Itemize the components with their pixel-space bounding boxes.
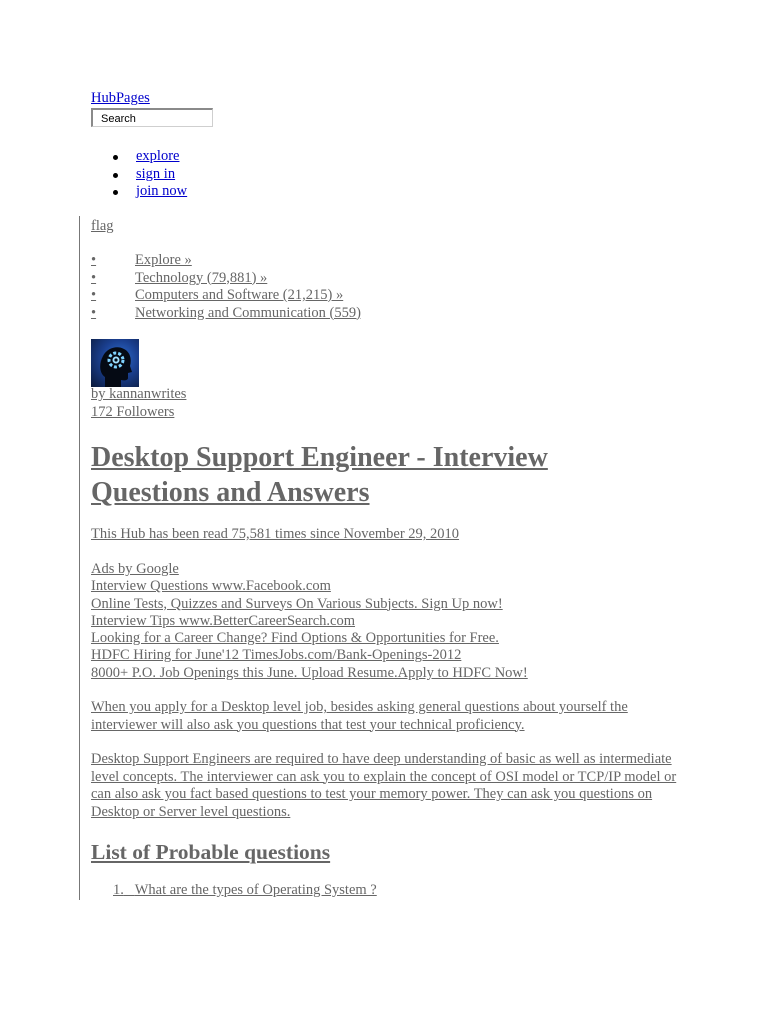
read-count: This Hub has been read 75,581 times since November 29, 2010	[91, 526, 460, 542]
ad-link[interactable]: Interview Tips www.BetterCareerSearch.com	[91, 612, 356, 629]
search-input[interactable]	[91, 108, 213, 127]
breadcrumb	[91, 252, 361, 322]
top-nav-item	[91, 166, 187, 184]
breadcrumb-link-networking[interactable]: Networking and Communication (559)	[135, 304, 361, 321]
breadcrumb-item	[91, 287, 361, 305]
ads-by-google-link[interactable]: Ads by Google	[91, 561, 179, 577]
ads-by-google	[91, 561, 528, 682]
top-nav	[91, 148, 187, 201]
top-nav-item	[91, 148, 187, 166]
top-nav-item	[91, 183, 187, 201]
body-paragraph: Desktop Support Engineers are required to have deep understanding of basic as well as intermediate level concepts. The interviewer can ask you to explain the concept of OSI model or TCP/IP model or can also ask you fact based questions to test your memory power. They can ask you questions on Desktop or Server level questions.	[91, 751, 677, 820]
ad-link[interactable]: HDFC Hiring for June'12 TimesJobs.com/Bank-Openings-2012	[91, 647, 462, 664]
sign-in-link[interactable]: sign in	[136, 165, 176, 182]
flag-link[interactable]: flag	[91, 218, 114, 234]
question-text: What are the types of Operating System ?	[134, 882, 377, 898]
content-left-rule	[79, 216, 80, 900]
section-heading: List of Probable questions	[91, 840, 331, 864]
author-byline	[91, 386, 186, 421]
explore-link[interactable]: explore	[136, 148, 180, 164]
ad-link[interactable]: Online Tests, Quizzes and Surveys On Various Subjects. Sign Up now!	[91, 595, 503, 612]
breadcrumb-item	[91, 252, 361, 270]
author-avatar[interactable]	[91, 339, 139, 387]
ad-link[interactable]: Interview Questions www.Facebook.com	[91, 578, 331, 595]
bullet: •	[91, 269, 97, 286]
followers-link[interactable]: 172 Followers	[91, 403, 175, 420]
breadcrumb-link-technology[interactable]: Technology (79,881) »	[135, 269, 268, 286]
breadcrumb-link-explore[interactable]: Explore »	[135, 252, 192, 268]
ad-link[interactable]: 8000+ P.O. Job Openings this June. Upload Resume.Apply to HDFC Now!	[91, 664, 528, 681]
author-name-link[interactable]: by kannanwrites	[91, 386, 187, 402]
question-list-item	[113, 882, 377, 899]
intro-paragraph: When you apply for a Desktop level job, besides asking general questions about yourself the interviewer will also ask you questions that test your technical proficiency.	[91, 699, 628, 733]
question-number: 1.	[113, 882, 124, 898]
breadcrumb-item	[91, 270, 361, 288]
hubpages-logo-link[interactable]: HubPages	[91, 90, 150, 106]
join-now-link[interactable]: join now	[136, 183, 188, 199]
head-gear-avatar-icon	[91, 339, 139, 387]
bullet: •	[91, 252, 97, 268]
page-title: Desktop Support Engineer - Interview Questions and Answers	[91, 442, 548, 508]
breadcrumb-link-computers[interactable]: Computers and Software (21,215) »	[135, 287, 344, 303]
ad-link[interactable]: Looking for a Career Change? Find Options & Opportunities for Free.	[91, 630, 499, 647]
breadcrumb-item	[91, 305, 361, 323]
bullet: •	[91, 304, 97, 321]
bullet: •	[91, 287, 97, 303]
